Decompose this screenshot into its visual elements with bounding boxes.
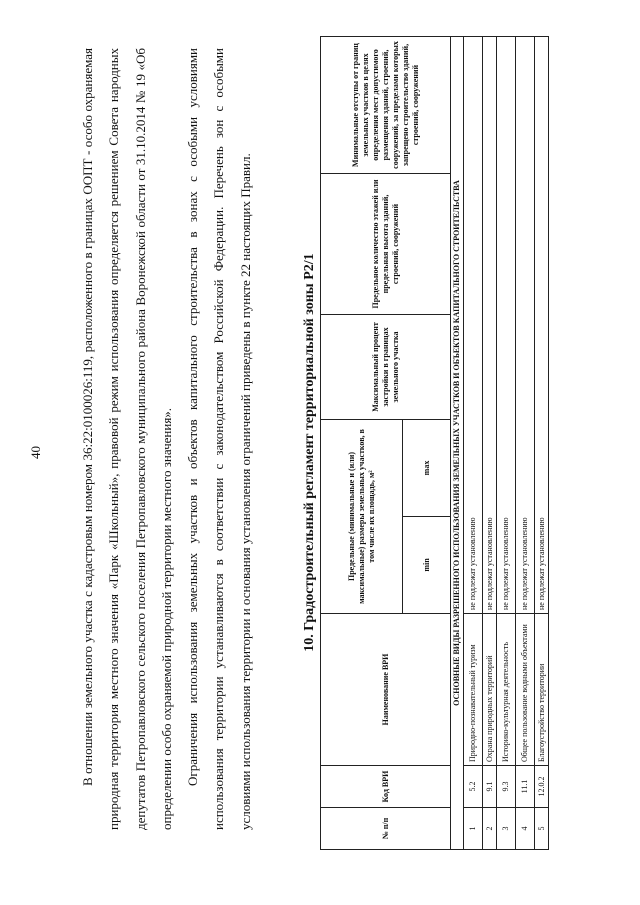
- paragraph-1: В отношении земельного участка с кадастровым номером 36:22:0100026:119, расположенного в границах ООПТ - особо охраняемая природная территория местного значения «Парк «Школьный», правовой режим использования определяется решением Совета народных депутатов Петропавловского сельского поселения Петропавловского муниципального района Воронежской области от 31.10.2014 № 19 «Об определении особо охраняемой природной территории местного значения».: [80, 48, 174, 830]
- table-row: [516, 37, 535, 850]
- row-value: не подлежат установлению: [535, 37, 549, 614]
- section-row: [451, 37, 464, 850]
- row-value: не подлежат установлению: [497, 37, 516, 614]
- row-num: 3: [497, 808, 516, 850]
- header-num: № п/п: [321, 808, 451, 850]
- section-heading: 10. Градостроительный регламент территориальной зоны Р2/1: [302, 253, 317, 652]
- row-num: 2: [483, 808, 497, 850]
- row-num: 1: [464, 808, 483, 850]
- row-num: 4: [516, 808, 535, 850]
- header-setback: Минимальные отступы от границ земельных участков в целях определения мест допустимого размещения зданий, строений, сооружений, за пределами которых запрещено строительство зданий, строений, сооружений: [321, 37, 451, 174]
- page-number: 40: [28, 446, 43, 459]
- header-row: [321, 37, 403, 850]
- table-row: [497, 37, 516, 850]
- row-value: не подлежат установлению: [464, 37, 483, 614]
- table-row: [535, 37, 549, 850]
- row-code: 9.3: [497, 766, 516, 808]
- paragraph-2: Ограничения использования земельных участков и объектов капитального строительства в зонах с особыми условиями использования территории устанавливаются в соответствии с законодательством Российской Федерации. Перечень зон с особыми условиями использования территории и основания установления ограничений приведены в пункте 22 настоящих Правил.: [185, 48, 253, 830]
- header-size: Предельные (минимальные и (или) максимальные) размеры земельных участков, в том числе их площадь, м²: [321, 420, 403, 614]
- row-code: 11.1: [516, 766, 535, 808]
- body-text: [75, 48, 259, 830]
- row-name: Историко-культурная деятельность: [497, 614, 516, 766]
- header-percent: Максимальный процент застройки в границах земельного участка: [321, 315, 451, 420]
- row-value: не подлежат установлению: [483, 37, 497, 614]
- section-title: ОСНОВНЫЕ ВИДЫ РАЗРЕШЕННОГО ИСПОЛЬЗОВАНИЯ ЗЕМЕЛЬНЫХ УЧАСТКОВ И ОБЪЕКТОВ КАПИТАЛЬНОГО СТРОИТЕЛЬСТВА: [451, 37, 464, 850]
- table-row: [483, 37, 497, 850]
- row-value: не подлежат установлению: [516, 37, 535, 614]
- row-code: 5.2: [464, 766, 483, 808]
- header-min: min: [403, 517, 451, 614]
- header-name: Наименование ВРИ: [321, 614, 451, 766]
- row-name: Благоустройство территории: [535, 614, 549, 766]
- row-name: Общее пользование водными объектами: [516, 614, 535, 766]
- row-code: 12.0.2: [535, 766, 549, 808]
- header-floors: Предельное количество этажей или предельная высота зданий, строений, сооружений: [321, 174, 451, 315]
- header-code: Код ВРИ: [321, 766, 451, 808]
- row-num: 5: [535, 808, 549, 850]
- header-max: max: [403, 420, 451, 517]
- table-row: [464, 37, 483, 850]
- row-code: 9.1: [483, 766, 497, 808]
- regulation-table: [320, 36, 549, 850]
- row-name: Природно-познавательный туризм: [464, 614, 483, 766]
- row-name: Охрана природных территорий: [483, 614, 497, 766]
